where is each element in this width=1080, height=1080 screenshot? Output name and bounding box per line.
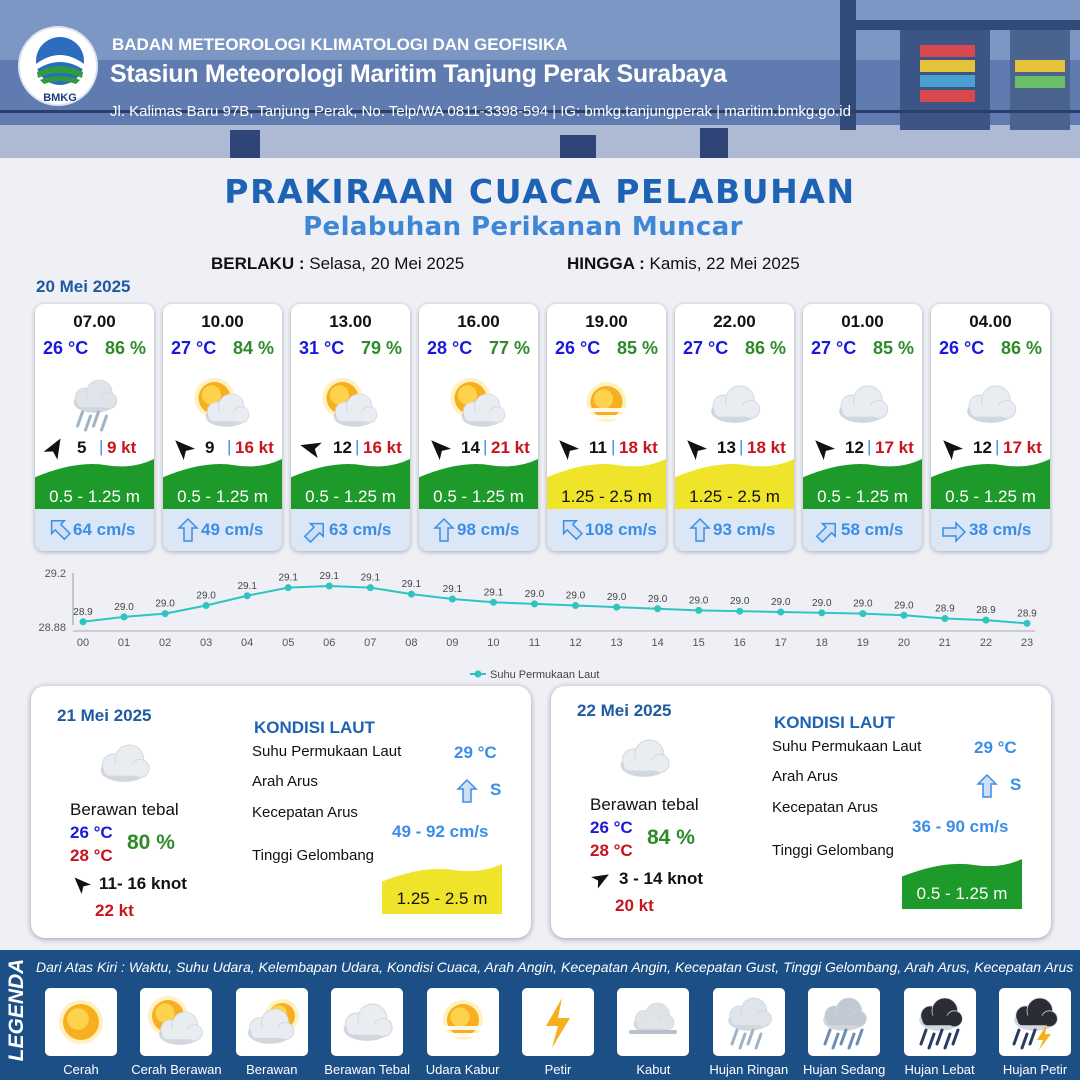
- wind-speed: 12: [973, 438, 992, 457]
- legend-item: [236, 988, 308, 1056]
- x-tick-label: 14: [651, 637, 664, 649]
- weather-condition: [931, 369, 1050, 439]
- wave-height: 1.25 - 2.5 m: [689, 487, 780, 506]
- current-speed: 49 cm/s: [201, 520, 264, 539]
- humidity: 84 %: [647, 826, 695, 849]
- current-speed: 108 cm/s: [585, 520, 657, 539]
- sst-data-label: 29.1: [360, 572, 381, 584]
- humidity: 85 %: [616, 338, 658, 358]
- air-temperature: 27 °C: [683, 338, 729, 358]
- weather-condition: [419, 369, 538, 439]
- sst-data-label: 29.0: [606, 592, 627, 604]
- sst-data-label: 29.1: [237, 580, 257, 592]
- wave-height: 0.5 - 1.25 m: [817, 487, 908, 506]
- haze-icon: [427, 988, 499, 1056]
- overcast-icon: [331, 988, 403, 1056]
- sea-condition-title: KONDISI LAUT: [774, 713, 895, 732]
- wind-direction-icon: [43, 436, 67, 460]
- current-speed-label: Kecepatan Arus: [772, 799, 878, 816]
- sst-point: [121, 613, 128, 620]
- legend-item-label: Hujan Ringan: [709, 1062, 789, 1077]
- humidity: 77 %: [488, 338, 530, 358]
- outlook-panel-day3: [551, 686, 1051, 938]
- sst-data-label: 29.0: [565, 590, 586, 602]
- current-info: [675, 509, 794, 551]
- forecast-time: 07.00: [73, 312, 116, 331]
- sst-point: [572, 602, 579, 609]
- sst-point: [203, 602, 210, 609]
- separator: |: [995, 437, 1000, 456]
- current-direction-icon: [429, 517, 455, 543]
- current-info: [291, 509, 410, 551]
- current-direction: [972, 773, 998, 804]
- sst-point: [326, 583, 333, 590]
- wind-speed: 12: [845, 438, 864, 457]
- sst-data-label: 29.0: [155, 598, 175, 610]
- sst-data-label: 29.1: [401, 579, 422, 591]
- x-tick-label: 03: [200, 637, 213, 649]
- sst-data-label: 29.1: [483, 587, 504, 599]
- sst-point: [859, 610, 866, 617]
- humidity: 84 %: [232, 338, 274, 358]
- current-direction-icon: [972, 773, 998, 799]
- x-tick-label: 12: [569, 637, 582, 649]
- x-tick-label: 13: [610, 637, 623, 649]
- wind-arrow: [71, 874, 91, 899]
- sst-point: [449, 596, 456, 603]
- current-direction: [452, 778, 478, 809]
- legend: [0, 950, 1080, 1080]
- sst-label: Suhu Permukaan Laut: [772, 738, 922, 755]
- wind-direction-icon: [591, 869, 611, 889]
- current-speed: 58 cm/s: [841, 520, 904, 539]
- humidity: 79 %: [360, 338, 402, 358]
- sst-point: [941, 615, 948, 622]
- forecast-card: [931, 304, 1050, 551]
- legend-marker: [475, 671, 482, 678]
- forecast-time: 10.00: [201, 312, 244, 331]
- separator: |: [739, 437, 744, 456]
- x-tick-label: 22: [979, 637, 993, 649]
- sst-data-label: 28.9: [976, 605, 996, 617]
- legend-item: [140, 988, 212, 1056]
- current-direction-icon: [685, 517, 711, 543]
- legend-description: Dari Atas Kiri : Waktu, Suhu Udara, Kelembapan Udara, Kondisi Cuaca, Arah Angin, Kecepatan Angin, Kecepatan Gust, Tinggi Gelombang, Arah Arus, Kecepatan Arus: [36, 959, 1074, 975]
- weather-condition-label: Berawan tebal: [590, 795, 699, 814]
- legend-item-label: Hujan Lebat: [904, 1062, 975, 1077]
- sst-data-label: 28.9: [73, 606, 93, 618]
- wind-info: [427, 434, 535, 460]
- forecast-time: 04.00: [969, 312, 1012, 331]
- wave-height: 0.5 - 1.25 m: [49, 487, 140, 506]
- x-tick-label: 11: [528, 637, 541, 649]
- gust-speed: 22 kt: [95, 901, 134, 920]
- sea-condition-title: KONDISI LAUT: [254, 718, 375, 737]
- sst-value: 29 °C: [974, 738, 1017, 757]
- partly-cloudy-icon: [291, 369, 410, 439]
- valid-to: HINGGA : Kamis, 22 Mei 2025: [567, 254, 800, 273]
- current-speed: 38 cm/s: [969, 520, 1032, 539]
- current-info: [931, 509, 1050, 551]
- forecast-time: 19.00: [585, 312, 628, 331]
- weather-condition: [675, 369, 794, 439]
- weather-condition: [35, 369, 154, 439]
- current-speed: 64 cm/s: [73, 520, 136, 539]
- air-temperature: 28 °C: [427, 338, 473, 358]
- moderate-rain-icon: [808, 988, 880, 1056]
- legend-item-label: Hujan Petir: [1002, 1062, 1068, 1077]
- wind-speed: 11: [589, 438, 607, 457]
- legend-item-label: Cerah: [63, 1062, 99, 1077]
- x-tick-label: 08: [405, 637, 418, 649]
- current-info: [419, 509, 538, 551]
- light-rain-icon: [713, 988, 785, 1056]
- separator: |: [611, 437, 616, 456]
- sst-point: [80, 618, 87, 625]
- x-tick-label: 01: [117, 637, 131, 649]
- current-direction-icon: [45, 517, 71, 543]
- station-address: Jl. Kalimas Baru 97B, Tanjung Perak, No. Telp/WA 0811-3398-594 | IG: bmkg.tanjungperak | maritim.bmkg.go.id: [110, 103, 851, 120]
- forecast-card: [675, 304, 794, 551]
- weather-condition: [163, 369, 282, 439]
- sst-point: [695, 607, 702, 614]
- legend-item-label: Berawan Tebal: [324, 1062, 411, 1077]
- x-tick-label: 00: [76, 637, 90, 649]
- sst-point: [531, 600, 538, 607]
- current-speed: 63 cm/s: [329, 520, 392, 539]
- sst-point: [490, 599, 497, 606]
- header-banner: [0, 0, 1080, 158]
- humidity: 86 %: [104, 338, 146, 358]
- light-rain-icon: [35, 369, 154, 439]
- legend-item: [45, 988, 117, 1056]
- sst-data-label: 29.1: [278, 572, 298, 584]
- wind-info: [299, 434, 407, 460]
- wind-direction-icon: [71, 874, 91, 894]
- cloudy-icon: [236, 988, 308, 1056]
- legend-item: [427, 988, 499, 1056]
- sst-data-label: 29.0: [894, 600, 914, 612]
- panel-weather: [89, 736, 159, 795]
- station-name: Stasiun Meteorologi Maritim Tanjung Perak Surabaya: [110, 60, 727, 88]
- page-title: PRAKIRAAN CUACA PELABUHAN: [224, 172, 856, 211]
- current-info: [163, 509, 282, 551]
- sst-point: [900, 612, 907, 619]
- separator: |: [227, 437, 232, 456]
- wind-info: [939, 434, 1047, 460]
- wind-speed: 13: [717, 438, 736, 457]
- sst-data-label: 29.0: [196, 590, 216, 602]
- sst-point: [818, 609, 825, 616]
- current-speed-value: 36 - 90 cm/s: [912, 817, 1009, 836]
- sst-data-label: 29.0: [812, 597, 832, 609]
- forecast-card: [163, 304, 282, 551]
- legend-item-label: Kabut: [636, 1062, 671, 1077]
- overcast-icon: [675, 369, 794, 439]
- gust-speed: 17 kt: [875, 438, 914, 457]
- legend-item-label: Berawan: [246, 1062, 298, 1077]
- sst-data-label: 29.1: [442, 584, 463, 595]
- current-direction-label: Arah Arus: [772, 768, 838, 785]
- wind-info: [683, 434, 791, 460]
- legend-item: [617, 988, 689, 1056]
- x-tick-label: 02: [158, 637, 172, 649]
- sst-point: [613, 604, 620, 611]
- sst-point: [285, 584, 292, 591]
- weather-condition: [803, 369, 922, 439]
- min-temperature: 26 °C: [590, 818, 633, 837]
- wave-height-value: 1.25 - 2.5 m: [396, 889, 488, 908]
- lightning-icon: [522, 988, 594, 1056]
- current-speed: 93 cm/s: [713, 520, 776, 539]
- sst-data-label: 29.0: [853, 598, 873, 610]
- wave-height: 0.5 - 1.25 m: [945, 487, 1036, 506]
- weather-condition: [547, 369, 666, 439]
- sst-point: [244, 592, 251, 599]
- current-direction-icon: [813, 517, 839, 543]
- min-temperature: 26 °C: [70, 823, 113, 842]
- x-tick-label: 21: [938, 637, 952, 649]
- gust-speed: 21 kt: [491, 438, 530, 457]
- current-direction-label: Arah Arus: [252, 773, 318, 790]
- forecast-card: [419, 304, 538, 551]
- port-name: Pelabuhan Perikanan Muncar: [303, 212, 743, 242]
- wind-speed: 9: [205, 438, 215, 457]
- sst-label: Suhu Permukaan Laut: [252, 743, 402, 760]
- current-speed-value: 49 - 92 cm/s: [392, 822, 489, 841]
- sst-data-label: 29.0: [771, 597, 791, 608]
- valid-from: BERLAKU : Selasa, 20 Mei 2025: [211, 254, 465, 273]
- legend-item: [331, 988, 403, 1056]
- overcast-icon: [89, 736, 159, 790]
- gust-speed: 18 kt: [619, 438, 658, 457]
- current-direction-icon: [173, 517, 199, 543]
- weather-condition: [291, 369, 410, 439]
- separator: |: [867, 437, 872, 456]
- forecast-date: 20 Mei 2025: [36, 277, 131, 296]
- gust-speed: 18 kt: [747, 438, 786, 457]
- x-tick-label: 04: [241, 637, 254, 649]
- panel-date: 21 Mei 2025: [57, 706, 152, 725]
- current-direction-icon: [941, 517, 967, 543]
- sst-data-label: 29.0: [524, 588, 545, 600]
- sst-point: [736, 608, 743, 615]
- sst-data-label: 29.1: [319, 571, 339, 582]
- forecast-time: 01.00: [841, 312, 884, 331]
- max-temperature: 28 °C: [590, 841, 633, 860]
- humidity: 80 %: [127, 831, 175, 854]
- air-temperature: 26 °C: [555, 338, 601, 358]
- x-tick-label: 17: [774, 637, 787, 649]
- sst-point: [982, 617, 989, 624]
- gust-speed: 16 kt: [235, 438, 274, 457]
- wind-direction-icon: [811, 436, 835, 460]
- weather-condition-label: Berawan tebal: [70, 800, 179, 819]
- sst-point: [367, 584, 374, 591]
- air-temperature: 26 °C: [43, 338, 89, 358]
- wind-direction-icon: [427, 436, 451, 460]
- forecast-card: [547, 304, 666, 551]
- legend-title: LEGENDA: [5, 958, 28, 1062]
- x-tick-label: 23: [1020, 637, 1034, 649]
- legend-item-label: Petir: [544, 1062, 572, 1077]
- air-temperature: 27 °C: [811, 338, 857, 358]
- wind-info: [43, 434, 151, 460]
- sst-point: [654, 605, 661, 612]
- wave-height: 0.5 - 1.25 m: [433, 487, 524, 506]
- humidity: 86 %: [1000, 338, 1042, 358]
- current-direction-value: S: [1010, 775, 1022, 794]
- forecast-card: [291, 304, 410, 551]
- sunny-icon: [45, 988, 117, 1056]
- wind-speed: 12: [333, 438, 352, 457]
- current-info: [547, 509, 666, 551]
- x-tick-label: 06: [323, 637, 336, 649]
- separator: |: [483, 437, 488, 456]
- sst-data-label: 29.0: [114, 601, 134, 613]
- haze-icon: [547, 369, 666, 439]
- current-speed: 98 cm/s: [457, 520, 520, 539]
- wind-info: [811, 434, 919, 460]
- bmkg-logo: [18, 26, 98, 106]
- wave-height: 0.5 - 1.25 m: [177, 487, 268, 506]
- forecast-time: 16.00: [457, 312, 500, 331]
- sst-data-label: 29.0: [729, 596, 750, 608]
- panel-weather: [609, 731, 679, 790]
- overcast-icon: [609, 731, 679, 785]
- legend-item: [999, 988, 1071, 1056]
- x-tick-label: 07: [364, 637, 377, 649]
- outlook-panel-day2: [31, 686, 531, 938]
- x-tick-label: 05: [282, 637, 295, 649]
- x-tick-label: 10: [487, 637, 500, 649]
- air-temperature: 27 °C: [171, 338, 217, 358]
- legend-item: [904, 988, 976, 1056]
- separator: |: [355, 437, 360, 456]
- wave-height-value: 0.5 - 1.25 m: [916, 884, 1008, 903]
- current-direction-icon: [301, 517, 327, 543]
- partly-cloudy-icon: [163, 369, 282, 439]
- gust-speed: 17 kt: [1003, 438, 1042, 457]
- air-temperature: 31 °C: [299, 338, 345, 358]
- sst-point: [1024, 620, 1031, 627]
- x-tick-label: 15: [692, 637, 705, 649]
- legend-item-label: Hujan Sedang: [802, 1062, 886, 1077]
- x-tick-label: 09: [446, 637, 459, 649]
- separator: |: [99, 437, 104, 456]
- legend-label: Suhu Permukaan Laut: [490, 669, 600, 681]
- sea-surface-temperature-chart: [30, 563, 1060, 693]
- gust-speed: 9 kt: [107, 438, 137, 457]
- wind-direction-icon: [299, 436, 323, 460]
- legend-item: [713, 988, 785, 1056]
- sst-point: [162, 610, 169, 617]
- current-speed-label: Kecepatan Arus: [252, 804, 358, 821]
- humidity: 85 %: [872, 338, 914, 358]
- wind-info: [555, 434, 663, 460]
- x-tick-label: 19: [856, 637, 869, 649]
- agency-name: BADAN METEOROLOGI KLIMATOLOGI DAN GEOFISIKA: [112, 35, 568, 54]
- max-temperature: 28 °C: [70, 846, 113, 865]
- forecast-card: [803, 304, 922, 551]
- wave-height: 1.25 - 2.5 m: [561, 487, 652, 506]
- legend-item-label: Udara Kabur: [425, 1062, 500, 1077]
- wind-direction-icon: [683, 436, 707, 460]
- x-tick-label: 18: [815, 637, 828, 649]
- current-info: [803, 509, 922, 551]
- current-direction-icon: [452, 778, 478, 804]
- wind-range: 11- 16 knot: [99, 874, 187, 893]
- thunderstorm-icon: [999, 988, 1071, 1056]
- wind-info: [171, 434, 279, 460]
- partly-cloudy-icon: [419, 369, 538, 439]
- current-direction-icon: [557, 517, 583, 543]
- sst-data-label: 29.0: [647, 593, 668, 605]
- air-temperature: 26 °C: [939, 338, 985, 358]
- x-tick-label: 20: [897, 637, 910, 649]
- current-direction-value: S: [490, 780, 502, 799]
- wave-height-label: Tinggi Gelombang: [252, 847, 375, 864]
- wind-speed: 14: [461, 438, 480, 457]
- wind-direction-icon: [555, 436, 579, 460]
- legend-item-label: Cerah Berawan: [131, 1062, 222, 1077]
- wind-arrow: [591, 869, 611, 894]
- sst-value: 29 °C: [454, 743, 497, 762]
- panel-date: 22 Mei 2025: [577, 701, 672, 720]
- wind-range: 3 - 14 knot: [619, 869, 704, 888]
- forecast-card: [35, 304, 154, 551]
- gust-speed: 16 kt: [363, 438, 402, 457]
- sst-data-label: 28.9: [1017, 608, 1037, 620]
- overcast-icon: [931, 369, 1050, 439]
- y-tick-label: 29.2: [44, 568, 66, 580]
- gust-speed: 20 kt: [615, 896, 654, 915]
- forecast-time: 13.00: [329, 312, 372, 331]
- sst-point: [408, 591, 415, 598]
- current-info: [35, 509, 154, 551]
- wind-direction-icon: [171, 436, 195, 460]
- legend-item: [522, 988, 594, 1056]
- sst-point: [777, 609, 784, 616]
- forecast-time: 22.00: [713, 312, 756, 331]
- y-tick-label: 28.88: [38, 622, 66, 634]
- x-tick-label: 16: [733, 637, 746, 649]
- humidity: 86 %: [744, 338, 786, 358]
- sst-data-label: 28.9: [935, 603, 955, 615]
- heavy-rain-icon: [904, 988, 976, 1056]
- sst-data-label: 29.0: [688, 595, 709, 607]
- legend-item: [808, 988, 880, 1056]
- svg-text:BMKG: BMKG: [43, 92, 77, 104]
- wind-speed: 5: [77, 438, 87, 457]
- overcast-icon: [803, 369, 922, 439]
- wind-direction-icon: [939, 436, 963, 460]
- wave-height-label: Tinggi Gelombang: [772, 842, 895, 859]
- fog-icon: [617, 988, 689, 1056]
- partly-cloudy-icon: [140, 988, 212, 1056]
- wave-height: 0.5 - 1.25 m: [305, 487, 396, 506]
- sst-series-line: [83, 586, 1027, 623]
